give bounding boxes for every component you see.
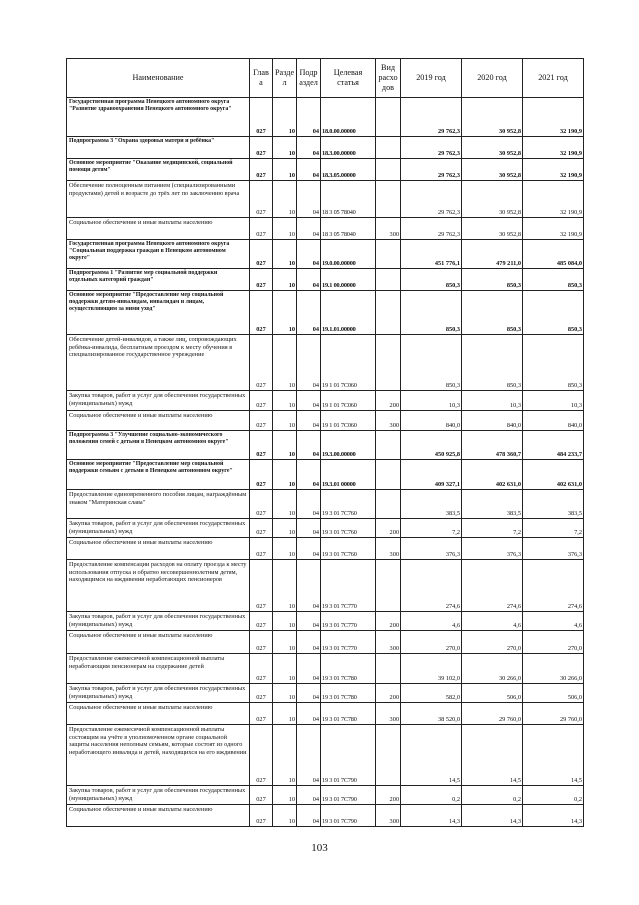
row-target-article: 19 3 01 7C770 [321, 631, 376, 654]
row-value-2020: 376,3 [462, 538, 523, 560]
row-expense-type [376, 654, 401, 684]
budget-table [66, 58, 584, 827]
row-chapter: 027 [250, 391, 273, 411]
table-row [67, 240, 584, 269]
row-expense-type: 300 [376, 631, 401, 654]
row-chapter: 027 [250, 703, 273, 725]
row-chapter: 027 [250, 490, 273, 519]
row-section: 10 [273, 612, 297, 631]
row-value-2021: 850,3 [523, 335, 584, 391]
row-value-2021: 7,2 [523, 519, 584, 538]
row-name: Основное мероприятие "Предоставление мер социальной поддержки детям-инвалидам, инвалидам и лицам, осуществляющим за ними уход" [67, 291, 250, 335]
table-row [67, 218, 584, 240]
row-name: Предоставление единовременного пособия лицам, награждённым знаком "Материнская слава" [67, 490, 250, 519]
row-target-article: 19 3 01 7C760 [321, 519, 376, 538]
row-value-2020: 30 952,8 [462, 181, 523, 218]
row-target-article: 19 3 01 7C770 [321, 560, 376, 612]
row-target-article: 19 3 01 7C770 [321, 612, 376, 631]
row-value-2020: 30 952,8 [462, 159, 523, 181]
row-name: Закупка товаров, работ и услуг для обеспечения государственных (муниципальных) нужд [67, 391, 250, 411]
row-value-2019: 270,0 [401, 631, 462, 654]
row-value-2020: 506,0 [462, 684, 523, 703]
table-row [67, 98, 584, 137]
page-number: 103 [311, 842, 328, 854]
row-value-2020: 4,6 [462, 612, 523, 631]
row-subsection: 04 [297, 519, 321, 538]
row-section: 10 [273, 218, 297, 240]
row-expense-type: 300 [376, 538, 401, 560]
row-value-2021: 274,6 [523, 560, 584, 612]
row-value-2019: 39 102,0 [401, 654, 462, 684]
row-expense-type [376, 490, 401, 519]
row-value-2021: 850,3 [523, 269, 584, 291]
row-chapter: 027 [250, 181, 273, 218]
row-name: Закупка товаров, работ и услуг для обеспечения государственных (муниципальных) нужд [67, 786, 250, 805]
row-name: Подпрограмма 1 "Развитие мер социальной поддержки отдельных категорий граждан" [67, 269, 250, 291]
table-row [67, 291, 584, 335]
row-chapter: 027 [250, 654, 273, 684]
row-section: 10 [273, 490, 297, 519]
row-name: Социальное обеспечение и иные выплаты населению [67, 218, 250, 240]
row-subsection: 04 [297, 654, 321, 684]
row-target-article: 19.1 00.00000 [321, 269, 376, 291]
row-value-2020: 402 631,0 [462, 460, 523, 490]
row-target-article: 19.0.00.00000 [321, 240, 376, 269]
row-value-2019: 376,3 [401, 538, 462, 560]
row-name: Закупка товаров, работ и услуг для обеспечения государственных (муниципальных) нужд [67, 612, 250, 631]
row-section: 10 [273, 98, 297, 137]
table-row [67, 181, 584, 218]
row-value-2020: 14,3 [462, 805, 523, 827]
row-value-2021: 10,3 [523, 391, 584, 411]
row-value-2021: 484 233,7 [523, 431, 584, 460]
row-expense-type: 300 [376, 805, 401, 827]
row-value-2021: 383,5 [523, 490, 584, 519]
row-chapter: 027 [250, 560, 273, 612]
row-target-article: 19 1 01 7C060 [321, 335, 376, 391]
row-name: Закупка товаров, работ и услуг для обеспечения государственных (муниципальных) нужд [67, 684, 250, 703]
table-body [67, 98, 584, 827]
row-section: 10 [273, 519, 297, 538]
table-header-row [67, 59, 584, 98]
row-name: Подпрограмма 3 "Охрана здоровья матери и ребёнка" [67, 137, 250, 159]
row-value-2019: 850,3 [401, 335, 462, 391]
row-value-2020: 383,5 [462, 490, 523, 519]
row-value-2020: 0,2 [462, 786, 523, 805]
row-section: 10 [273, 181, 297, 218]
row-value-2019: 29 762,3 [401, 98, 462, 137]
row-section: 10 [273, 391, 297, 411]
row-chapter: 027 [250, 137, 273, 159]
header-section: Разде л [273, 59, 297, 98]
header-year-2019: 2019 год [401, 59, 462, 98]
row-value-2021: 32 190,9 [523, 218, 584, 240]
table-row [67, 431, 584, 460]
row-section: 10 [273, 431, 297, 460]
row-value-2019: 274,6 [401, 560, 462, 612]
row-value-2020: 270,0 [462, 631, 523, 654]
row-expense-type [376, 335, 401, 391]
row-value-2020: 14,5 [462, 725, 523, 786]
row-value-2020: 479 211,0 [462, 240, 523, 269]
row-value-2021: 32 190,9 [523, 98, 584, 137]
row-value-2019: 4,6 [401, 612, 462, 631]
row-expense-type [376, 98, 401, 137]
table-row [67, 703, 584, 725]
row-target-article: 19.3.00.00000 [321, 431, 376, 460]
table-row [67, 269, 584, 291]
row-subsection: 04 [297, 460, 321, 490]
row-value-2021: 14,3 [523, 805, 584, 827]
row-chapter: 027 [250, 335, 273, 391]
row-target-article: 19 3 01 7C790 [321, 786, 376, 805]
table-row [67, 612, 584, 631]
row-name: Государственная программа Ненецкого автономного округа "Развитие здравоохранения Ненецкого автономного округа" [67, 98, 250, 137]
table-row [67, 519, 584, 538]
table-row [67, 159, 584, 181]
row-subsection: 04 [297, 538, 321, 560]
row-section: 10 [273, 538, 297, 560]
row-chapter: 027 [250, 269, 273, 291]
table-row [67, 560, 584, 612]
row-value-2021: 14,5 [523, 725, 584, 786]
row-subsection: 04 [297, 98, 321, 137]
row-subsection: 04 [297, 411, 321, 431]
row-target-article: 19 1 01 7C060 [321, 411, 376, 431]
row-subsection: 04 [297, 684, 321, 703]
row-value-2021: 840,0 [523, 411, 584, 431]
row-target-article: 18 3 05 78040 [321, 218, 376, 240]
row-chapter: 027 [250, 159, 273, 181]
row-value-2019: 7,2 [401, 519, 462, 538]
row-name: Социальное обеспечение и иные выплаты населению [67, 703, 250, 725]
row-chapter: 027 [250, 218, 273, 240]
row-subsection: 04 [297, 431, 321, 460]
row-chapter: 027 [250, 431, 273, 460]
row-target-article: 18.3.05.00000 [321, 159, 376, 181]
row-section: 10 [273, 805, 297, 827]
row-value-2019: 10,3 [401, 391, 462, 411]
row-value-2019: 14,3 [401, 805, 462, 827]
header-year-2021: 2021 год [523, 59, 584, 98]
row-chapter: 027 [250, 725, 273, 786]
row-value-2020: 30 952,8 [462, 98, 523, 137]
row-subsection: 04 [297, 612, 321, 631]
row-expense-type [376, 725, 401, 786]
row-value-2021: 30 266,0 [523, 654, 584, 684]
header-subsection: Подр аздел [297, 59, 321, 98]
row-value-2019: 29 762,3 [401, 137, 462, 159]
table-row [67, 460, 584, 490]
row-subsection: 04 [297, 725, 321, 786]
row-subsection: 04 [297, 269, 321, 291]
row-value-2019: 0,2 [401, 786, 462, 805]
row-name: Государственная программа Ненецкого автономного округа "Социальная поддержка граждан в Ненецком автономном округе" [67, 240, 250, 269]
row-expense-type: 300 [376, 703, 401, 725]
row-name: Основное мероприятие "Предоставление мер социальной поддержки семьям с детьми в Ненецком автономном округе" [67, 460, 250, 490]
row-name: Закупка товаров, работ и услуг для обеспечения государственных (муниципальных) нужд [67, 519, 250, 538]
row-section: 10 [273, 703, 297, 725]
row-section: 10 [273, 335, 297, 391]
row-expense-type [376, 159, 401, 181]
row-section: 10 [273, 560, 297, 612]
row-value-2019: 840,0 [401, 411, 462, 431]
row-expense-type [376, 269, 401, 291]
row-value-2020: 850,3 [462, 291, 523, 335]
row-value-2021: 32 190,9 [523, 159, 584, 181]
row-subsection: 04 [297, 703, 321, 725]
table-row [67, 786, 584, 805]
row-target-article: 19 3 01 7C760 [321, 538, 376, 560]
row-section: 10 [273, 725, 297, 786]
row-subsection: 04 [297, 240, 321, 269]
table-row [67, 490, 584, 519]
row-expense-type [376, 291, 401, 335]
row-chapter: 027 [250, 805, 273, 827]
row-expense-type: 200 [376, 519, 401, 538]
row-subsection: 04 [297, 159, 321, 181]
row-section: 10 [273, 137, 297, 159]
row-chapter: 027 [250, 612, 273, 631]
row-value-2020: 29 760,0 [462, 703, 523, 725]
row-target-article: 19 3 01 7C780 [321, 654, 376, 684]
row-value-2019: 850,3 [401, 269, 462, 291]
row-value-2020: 10,3 [462, 391, 523, 411]
row-value-2019: 850,3 [401, 291, 462, 335]
table-row [67, 391, 584, 411]
row-value-2021: 32 190,9 [523, 137, 584, 159]
row-name: Подпрограмма 3 "Улучшение социально-экономического положения семей с детьми в Ненецком автономном округе" [67, 431, 250, 460]
row-name: Основное мероприятие "Оказание медицинской, социальной помощи детям" [67, 159, 250, 181]
row-section: 10 [273, 786, 297, 805]
row-value-2020: 30 952,8 [462, 218, 523, 240]
row-name: Предоставление компенсации расходов на оплату проезда к месту использования отпуска и обратно несовершеннолетним детям, находящимся на иждивении неработающих пенсионеров [67, 560, 250, 612]
table-row [67, 654, 584, 684]
row-subsection: 04 [297, 490, 321, 519]
header-year-2020: 2020 год [462, 59, 523, 98]
row-section: 10 [273, 631, 297, 654]
row-value-2021: 376,3 [523, 538, 584, 560]
row-section: 10 [273, 460, 297, 490]
table-row [67, 335, 584, 391]
row-value-2020: 30 266,0 [462, 654, 523, 684]
row-value-2020: 840,0 [462, 411, 523, 431]
table-row [67, 684, 584, 703]
table-row [67, 137, 584, 159]
header-chapter: Глав а [250, 59, 273, 98]
budget-table-container [66, 58, 583, 827]
row-chapter: 027 [250, 631, 273, 654]
row-target-article: 19 3 01 7C790 [321, 805, 376, 827]
row-value-2019: 29 762,3 [401, 181, 462, 218]
row-target-article: 19.1.01.00000 [321, 291, 376, 335]
row-name: Социальное обеспечение и иные выплаты населению [67, 411, 250, 431]
row-value-2019: 383,5 [401, 490, 462, 519]
row-chapter: 027 [250, 291, 273, 335]
row-name: Обеспечение детей-инвалидов, а также лиц, сопровождающих ребёнка-инвалида, бесплатным проездом к месту обучения в специализированное государственное учреждение [67, 335, 250, 391]
row-section: 10 [273, 684, 297, 703]
row-subsection: 04 [297, 631, 321, 654]
row-chapter: 027 [250, 684, 273, 703]
row-expense-type [376, 560, 401, 612]
row-chapter: 027 [250, 786, 273, 805]
row-value-2019: 582,0 [401, 684, 462, 703]
row-subsection: 04 [297, 291, 321, 335]
row-subsection: 04 [297, 181, 321, 218]
table-row [67, 538, 584, 560]
row-expense-type [376, 240, 401, 269]
row-expense-type [376, 431, 401, 460]
row-expense-type: 200 [376, 391, 401, 411]
row-value-2019: 409 327,1 [401, 460, 462, 490]
row-section: 10 [273, 411, 297, 431]
row-name: Обеспечение полноценным питанием (специализированными продуктами) детей в возрасте до трёх лет по заключению врача [67, 181, 250, 218]
row-value-2020: 850,3 [462, 335, 523, 391]
row-value-2021: 850,3 [523, 291, 584, 335]
row-value-2019: 451 776,1 [401, 240, 462, 269]
row-value-2021: 32 190,9 [523, 181, 584, 218]
table-row [67, 411, 584, 431]
row-expense-type [376, 460, 401, 490]
row-chapter: 027 [250, 460, 273, 490]
row-subsection: 04 [297, 560, 321, 612]
row-value-2020: 7,2 [462, 519, 523, 538]
row-value-2021: 29 760,0 [523, 703, 584, 725]
row-value-2019: 450 925,8 [401, 431, 462, 460]
row-target-article: 19 1 01 7C060 [321, 391, 376, 411]
row-section: 10 [273, 269, 297, 291]
row-chapter: 027 [250, 240, 273, 269]
row-expense-type [376, 137, 401, 159]
row-name: Предоставление ежемесячной компенсационной выплаты состоящим на учёте в уполномоченном органе социальной защиты населения неполным семьям, которые состоят из одного неработающего инвалида и детей, находящихся на его иждивении [67, 725, 250, 786]
row-value-2021: 0,2 [523, 786, 584, 805]
row-target-article: 18.0.00.00000 [321, 98, 376, 137]
row-value-2021: 402 631,0 [523, 460, 584, 490]
row-chapter: 027 [250, 538, 273, 560]
row-chapter: 027 [250, 519, 273, 538]
row-name: Предоставление ежемесячной компенсационной выплаты неработающим пенсионерам на содержание детей [67, 654, 250, 684]
row-subsection: 04 [297, 786, 321, 805]
row-expense-type: 300 [376, 218, 401, 240]
row-target-article: 19 3 01 7C780 [321, 684, 376, 703]
header-name: Наименование [67, 59, 250, 98]
table-row [67, 725, 584, 786]
row-value-2020: 478 360,7 [462, 431, 523, 460]
row-section: 10 [273, 654, 297, 684]
row-expense-type: 300 [376, 411, 401, 431]
row-section: 10 [273, 159, 297, 181]
row-subsection: 04 [297, 137, 321, 159]
header-target-article: Целевая статья [321, 59, 376, 98]
row-value-2019: 38 520,0 [401, 703, 462, 725]
row-value-2021: 270,0 [523, 631, 584, 654]
table-row [67, 631, 584, 654]
row-target-article: 18 3 05 78040 [321, 181, 376, 218]
row-name: Социальное обеспечение и иные выплаты населению [67, 538, 250, 560]
row-value-2021: 4,6 [523, 612, 584, 631]
row-value-2020: 274,6 [462, 560, 523, 612]
row-target-article: 19 3 01 7C790 [321, 725, 376, 786]
row-subsection: 04 [297, 805, 321, 827]
header-expense-type: Вид расхо дов [376, 59, 401, 98]
row-target-article: 19.3.01 00000 [321, 460, 376, 490]
row-chapter: 027 [250, 411, 273, 431]
row-target-article: 19 3 01 7C760 [321, 490, 376, 519]
row-name: Социальное обеспечение и иные выплаты населению [67, 631, 250, 654]
row-value-2020: 850,3 [462, 269, 523, 291]
row-target-article: 18.3.00.00000 [321, 137, 376, 159]
row-expense-type: 200 [376, 684, 401, 703]
row-expense-type: 200 [376, 786, 401, 805]
row-expense-type: 200 [376, 612, 401, 631]
row-subsection: 04 [297, 391, 321, 411]
row-value-2021: 506,0 [523, 684, 584, 703]
row-subsection: 04 [297, 218, 321, 240]
row-subsection: 04 [297, 335, 321, 391]
row-target-article: 19 3 01 7C780 [321, 703, 376, 725]
row-chapter: 027 [250, 98, 273, 137]
row-value-2021: 485 084,0 [523, 240, 584, 269]
row-value-2019: 29 762,3 [401, 159, 462, 181]
row-section: 10 [273, 291, 297, 335]
row-expense-type [376, 181, 401, 218]
row-value-2019: 29 762,3 [401, 218, 462, 240]
row-value-2020: 30 952,8 [462, 137, 523, 159]
table-row [67, 805, 584, 827]
row-section: 10 [273, 240, 297, 269]
row-name: Социальное обеспечение и иные выплаты населению [67, 805, 250, 827]
row-value-2019: 14,5 [401, 725, 462, 786]
